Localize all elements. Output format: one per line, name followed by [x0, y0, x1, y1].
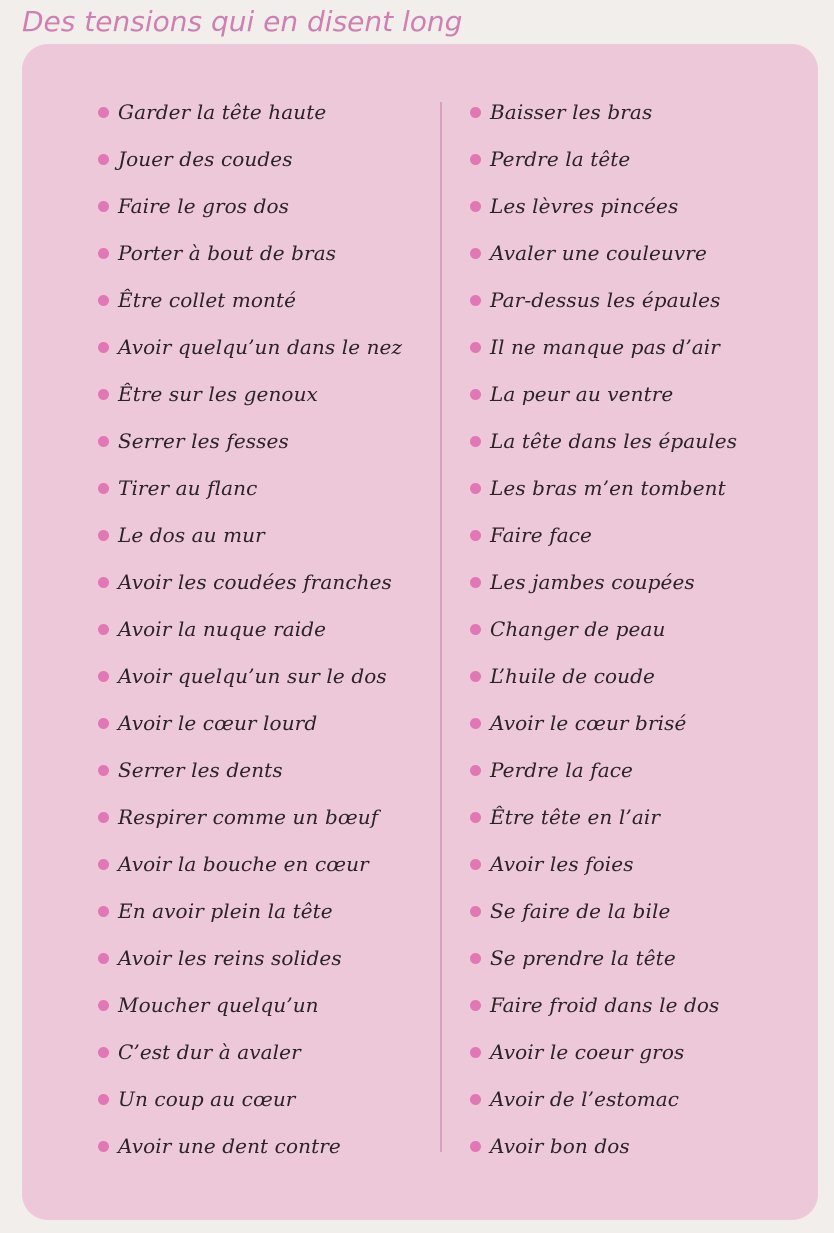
list-item: [470, 935, 737, 982]
expression-text: Perdre la tête: [490, 147, 631, 171]
list-item: [98, 982, 402, 1029]
expression-text: L’huile de coude: [490, 664, 655, 688]
list-item: [98, 1076, 402, 1123]
expression-text: C’est dur à avaler: [118, 1040, 301, 1064]
bullet-dot-icon: [98, 718, 109, 729]
bullet-dot-icon: [470, 765, 481, 776]
expression-text: Serrer les dents: [118, 758, 283, 782]
expression-text: Avoir les coudées franches: [118, 570, 392, 594]
bullet-dot-icon: [98, 248, 109, 259]
list-item: [98, 371, 402, 418]
expression-text: Être collet monté: [118, 288, 297, 312]
list-item: [470, 230, 737, 277]
bullet-dot-icon: [98, 201, 109, 212]
bullet-dot-icon: [470, 389, 481, 400]
list-item: [98, 230, 402, 277]
list-item: [98, 512, 402, 559]
expression-text: Porter à bout de bras: [118, 241, 337, 265]
bullet-dot-icon: [470, 953, 481, 964]
right-column-list: [470, 89, 737, 1170]
list-item: [98, 465, 402, 512]
expression-text: Avoir le cœur brisé: [490, 711, 687, 735]
bullet-dot-icon: [98, 530, 109, 541]
expression-text: Respirer comme un bœuf: [118, 805, 379, 829]
list-item: [98, 183, 402, 230]
list-item: [470, 183, 737, 230]
bullet-dot-icon: [470, 1047, 481, 1058]
list-item: [98, 747, 402, 794]
bullet-dot-icon: [98, 859, 109, 870]
bullet-dot-icon: [470, 154, 481, 165]
expression-text: Avoir les reins solides: [118, 946, 342, 970]
bullet-dot-icon: [98, 1141, 109, 1152]
list-item: [470, 1123, 737, 1170]
expression-text: Les jambes coupées: [490, 570, 695, 594]
expression-text: Le dos au mur: [118, 523, 265, 547]
bullet-dot-icon: [470, 295, 481, 306]
list-item: [470, 512, 737, 559]
list-item: [470, 982, 737, 1029]
expression-text: Les bras m’en tombent: [490, 476, 726, 500]
bullet-dot-icon: [98, 154, 109, 165]
expression-text: Avoir quelqu’un dans le nez: [118, 335, 403, 359]
bullet-dot-icon: [470, 1094, 481, 1105]
expression-text: Avoir de l’estomac: [490, 1087, 680, 1111]
bullet-dot-icon: [470, 483, 481, 494]
bullet-dot-icon: [98, 577, 109, 588]
expression-text: Garder la tête haute: [118, 100, 327, 124]
list-item: [98, 935, 402, 982]
expression-text: Faire froid dans le dos: [490, 993, 720, 1017]
expression-text: Avoir une dent contre: [118, 1134, 341, 1158]
bullet-dot-icon: [470, 718, 481, 729]
expression-text: Changer de peau: [490, 617, 666, 641]
bullet-dot-icon: [98, 624, 109, 635]
expression-text: Avoir le coeur gros: [490, 1040, 685, 1064]
expression-text: Avoir la bouche en cœur: [118, 852, 369, 876]
expression-text: La peur au ventre: [490, 382, 674, 406]
list-item: [470, 277, 737, 324]
bullet-dot-icon: [470, 1141, 481, 1152]
bullet-dot-icon: [98, 342, 109, 353]
expression-text: Les lèvres pincées: [490, 194, 679, 218]
bullet-dot-icon: [98, 389, 109, 400]
list-item: [98, 136, 402, 183]
bullet-dot-icon: [470, 342, 481, 353]
bullet-dot-icon: [98, 1047, 109, 1058]
bullet-dot-icon: [470, 859, 481, 870]
bullet-dot-icon: [98, 906, 109, 917]
expression-text: Baisser les bras: [490, 100, 653, 124]
expression-text: Être sur les genoux: [118, 382, 318, 406]
column-divider: [440, 102, 442, 1152]
list-item: [470, 559, 737, 606]
list-item: [98, 1123, 402, 1170]
expression-text: Avoir bon dos: [490, 1134, 630, 1158]
expression-text: La tête dans les épaules: [490, 429, 738, 453]
list-item: [470, 89, 737, 136]
bullet-dot-icon: [470, 671, 481, 682]
bullet-dot-icon: [98, 483, 109, 494]
bullet-dot-icon: [470, 436, 481, 447]
bullet-dot-icon: [98, 765, 109, 776]
bullet-dot-icon: [470, 577, 481, 588]
expression-text: Être tête en l’air: [490, 805, 661, 829]
list-item: [98, 559, 402, 606]
bullet-dot-icon: [98, 953, 109, 964]
bullet-dot-icon: [470, 248, 481, 259]
bullet-dot-icon: [98, 812, 109, 823]
expression-text: Se faire de la bile: [490, 899, 671, 923]
list-item: [470, 700, 737, 747]
bullet-dot-icon: [98, 1094, 109, 1105]
bullet-dot-icon: [98, 295, 109, 306]
expression-text: Par-dessus les épaules: [490, 288, 721, 312]
expression-text: Avoir les foies: [490, 852, 634, 876]
expression-text: Un coup au cœur: [118, 1087, 296, 1111]
expression-text: Serrer les fesses: [118, 429, 289, 453]
bullet-dot-icon: [470, 1000, 481, 1011]
expression-text: Moucher quelqu’un: [118, 993, 319, 1017]
bullet-dot-icon: [470, 201, 481, 212]
list-item: [470, 418, 737, 465]
list-item: [470, 136, 737, 183]
page-title: Des tensions qui en disent long: [22, 5, 463, 38]
list-item: [98, 324, 402, 371]
bullet-dot-icon: [98, 1000, 109, 1011]
list-item: [470, 841, 737, 888]
list-item: [470, 371, 737, 418]
expression-text: En avoir plein la tête: [118, 899, 333, 923]
expression-text: Avoir la nuque raide: [118, 617, 327, 641]
expression-text: Avoir quelqu’un sur le dos: [118, 664, 387, 688]
list-item: [98, 794, 402, 841]
list-item: [470, 653, 737, 700]
list-item: [470, 747, 737, 794]
expression-text: Avoir le cœur lourd: [118, 711, 318, 735]
expression-text: Il ne manque pas d’air: [490, 335, 720, 359]
expression-text: Faire face: [490, 523, 592, 547]
list-item: [470, 465, 737, 512]
list-item: [470, 1029, 737, 1076]
list-item: [470, 794, 737, 841]
bullet-dot-icon: [98, 436, 109, 447]
list-item: [98, 888, 402, 935]
list-item: [98, 1029, 402, 1076]
bullet-dot-icon: [470, 906, 481, 917]
list-item: [470, 606, 737, 653]
bullet-dot-icon: [470, 107, 481, 118]
bullet-dot-icon: [470, 624, 481, 635]
expression-text: Se prendre la tête: [490, 946, 676, 970]
list-item: [470, 1076, 737, 1123]
list-item: [470, 324, 737, 371]
left-column-list: [98, 89, 402, 1170]
bullet-dot-icon: [470, 530, 481, 541]
bullet-dot-icon: [470, 812, 481, 823]
list-item: [98, 606, 402, 653]
expression-text: Jouer des coudes: [118, 147, 293, 171]
list-item: [98, 700, 402, 747]
list-item: [98, 841, 402, 888]
expression-text: Faire le gros dos: [118, 194, 290, 218]
list-item: [98, 418, 402, 465]
bullet-dot-icon: [98, 107, 109, 118]
list-item: [98, 89, 402, 136]
bullet-dot-icon: [98, 671, 109, 682]
list-item: [98, 653, 402, 700]
expression-text: Avaler une couleuvre: [490, 241, 707, 265]
expression-text: Perdre la face: [490, 758, 633, 782]
list-item: [98, 277, 402, 324]
list-item: [470, 888, 737, 935]
expression-text: Tirer au flanc: [118, 476, 258, 500]
